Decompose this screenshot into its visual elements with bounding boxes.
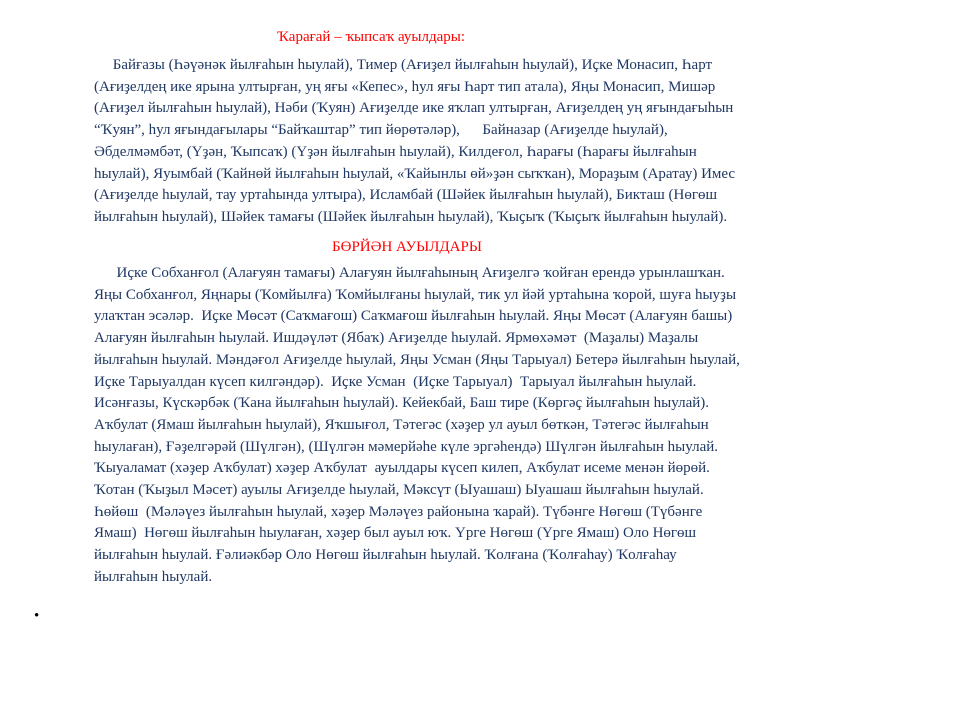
section-paragraph-karagay-kypsak xyxy=(94,55,944,229)
text-line: Һөйөш (Мәләүез йылғаһын һыулай, хәҙер Мәләүез районына ҡарай). Түбәнге Нөгөш (Түбәнге xyxy=(94,503,703,520)
text-line: “Ҡуян”, һул яғындағылары “Байҡаштар” тип йөрөтәләр), Байназар (Ағиҙелде һыулай), xyxy=(94,122,668,139)
section-title-karagay-kypsak: Ҡарағай – ҡыпсаҡ ауылдары: xyxy=(277,29,465,45)
text-line: Байғазы (Һәүәнәк йылғаһын һыулай), Тимер (Ағиҙел йылғаһын һыулай), Иҫке Монасип, Һарт xyxy=(94,57,713,73)
text-line: Исәнғазы, Күскәрбәк (Ҡана йылғаһын һыулай). Кейекбай, Баш тире (Көргәҫ йылғаһын һыулай). xyxy=(94,395,710,412)
text-line: (Ағиҙелдең ике ярына ултырған, уң яғы «Кепес», һул яғы Һарт тип атала), Яңы Монасип, Мишәр xyxy=(94,78,716,95)
text-line: йылғаһын һыулай. xyxy=(94,568,213,585)
text-line: һыулай), Яуымбай (Ҡайнөй йылғаһын һыулай, «Ҡайынлы өй»ҙән сыҡҡан), Мораҙым (Аратау) Имес xyxy=(94,165,736,182)
text-line: Әбделмәмбәт, (Үҙән, Ҡыпсаҡ) (Үҙән йылғаһын һыулай), Килдеғол, Һарағы (Һарағы йылғаһын xyxy=(94,143,697,160)
text-line: Аҡбулат (Ямаш йылғаһын һыулай), Яҡшығол, Тәтегәс (хәҙер ул ауыл бөткән, Тәтегәс йылғаһын xyxy=(94,416,709,433)
text-line: Ҡыуаламат (хәҙер Аҡбулат) хәҙер Аҡбулат ауылдары күсеп килеп, Аҡбулат исеме менән йөрөй. xyxy=(94,460,710,477)
text-line: Ямаш) Нөгөш йылғаһын һыулаған, хәҙер был ауыл юҡ. Үрге Нөгөш (Үрге Ямаш) Оло Нөгөш xyxy=(94,525,697,542)
text-line: Ҡотан (Ҡыҙыл Мәсет) ауылы Ағиҙелде һыулай, Мәксүт (Ыуашаш) Ыуашаш йылғаһын һыулай. xyxy=(94,482,704,499)
section-paragraph-burzyan xyxy=(94,263,944,589)
text-line: һыулаған), Ғәҙелгәрәй (Шүлгән), (Шүлгән мәмерйәһе күле эргәһендә) Шүлгән йылғаһын һыулай. xyxy=(94,438,719,455)
text-line: йылғаһын һыулай), Шәйек тамағы (Шәйек йылғаһын һыулай), Ҡыҫыҡ (Ҡыҫыҡ йылғаһын һыулай). xyxy=(94,208,728,225)
text-line: (Ағиҙелде һыулай, тау уртаһында ултыра), Исламбай (Шәйек йылғаһын һыулай), Бикташ (Нөгөш xyxy=(94,187,718,204)
text-line: йылғаһын һыулай. Мәндәғол Ағиҙелде һыулай, Яңы Усман (Яңы Тарыуал) Бетерә йылғаһын һыулай, xyxy=(94,351,740,368)
text-line: Иҫке Собханғол (Алағуян тамағы) Алағуян йылғаһының Ағиҙелгә ҡойған ерендә урынлашҡан. xyxy=(94,265,725,281)
text-line: йылғаһын һыулай. Ғәлиәкбәр Оло Нөгөш йылғаһын һыулай. Ҡолғана (Ҡолғаһау) Ҡолғаһау xyxy=(94,547,677,564)
text-line: Иҫке Тарыуалдан күсеп килгәндәр). Иҫке Усман (Иҫке Тарыуал) Тарыуал йылғаһын һыулай. xyxy=(94,373,697,390)
section-title-burzyan: БӨРЙӘН АУЫЛДАРЫ xyxy=(332,239,482,255)
text-line: улаҡтан эсәләр. Иҫке Мөсәт (Саҡмағош) Саҡмағош йылғаһын һыулай. Яңы Мөсәт (Алағуян башы) xyxy=(94,308,733,325)
text-line: Алағуян йылғаһын һыулай. Ишдәүләт (Ябаҡ) Ағиҙелде һыулай. Ярмөхәмәт (Маҙалы) Маҙалы xyxy=(94,330,699,347)
text-line: (Ағиҙел йылғаһын һыулай), Нәби (Ҡуян) Ағиҙелде ике яҡлап ултырған, Ағиҙелдең уң яғындағыһын xyxy=(94,100,734,117)
text-line: Яңы Собханғол, Яңнары (Ҡомйылға) Ҡомйылғаны һыулай, тик ул йәй уртаһына ҡорой, шуға һыуҙы xyxy=(94,286,737,303)
empty-bullet-point: • xyxy=(34,608,40,624)
